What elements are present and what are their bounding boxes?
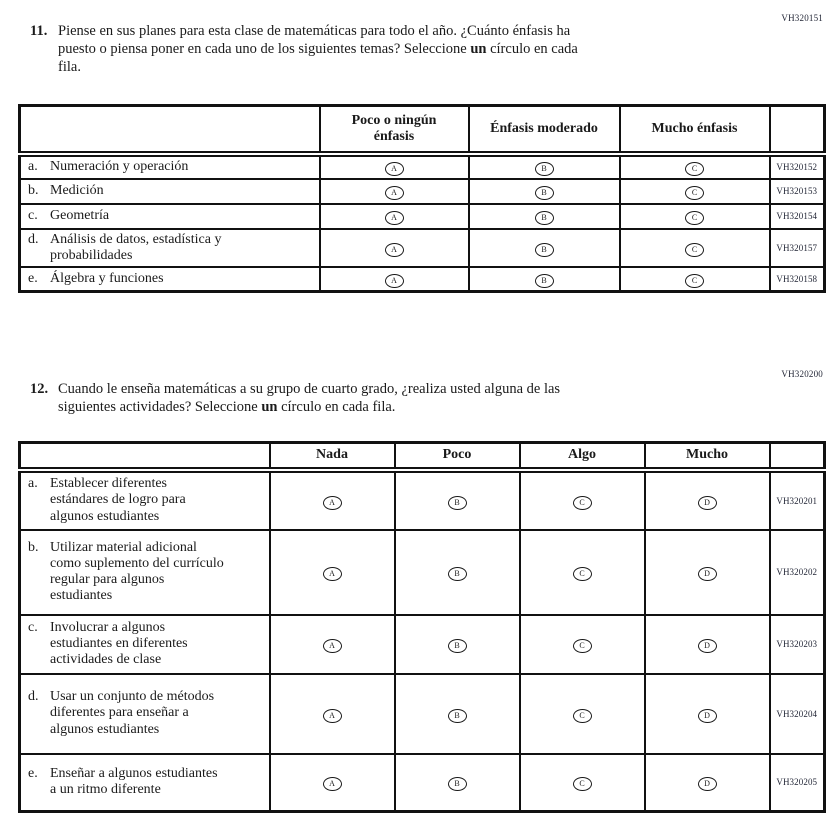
- table2-code-column-header: [770, 443, 825, 470]
- row-label: Álgebra y funciones: [50, 271, 164, 287]
- answer-bubble-c[interactable]: C: [685, 274, 704, 288]
- table2-column-header-2: Poco: [395, 443, 520, 470]
- table2-column-header-3: Algo: [520, 443, 645, 470]
- answer-bubble-a[interactable]: A: [323, 639, 342, 653]
- row-label: Geometría: [50, 207, 110, 223]
- row-code: VH320153: [770, 179, 825, 204]
- answer-bubble-c[interactable]: C: [573, 709, 592, 723]
- table1-empty-corner-cell: [20, 106, 320, 154]
- row-letter: e.: [28, 271, 38, 287]
- answer-bubble-d[interactable]: D: [698, 496, 717, 510]
- answer-bubble-b[interactable]: B: [535, 274, 554, 288]
- row-code: VH320157: [770, 229, 825, 267]
- row-letter: b.: [28, 182, 39, 198]
- table-row: [20, 674, 825, 754]
- table-row: [20, 204, 825, 229]
- row-code: VH320201: [770, 470, 825, 530]
- row-label: Enseñar a algunos estudiantes a un ritmo diferente: [50, 766, 218, 798]
- answer-bubble-a[interactable]: A: [385, 274, 404, 288]
- row-code: VH320158: [770, 267, 825, 292]
- question-12-text-seg1: Cuando le enseña matemáticas a su grupo de cuarto grado, ¿realiza usted alguna de las siguientes actividades? Seleccione: [58, 381, 561, 415]
- question-12-accession-code: VH320200: [781, 369, 823, 379]
- table1-code-column-header: [770, 106, 825, 154]
- row-label: Medición: [50, 182, 104, 198]
- question-12-text-seg2: círculo en cada fila.: [277, 399, 396, 415]
- row-label: Establecer diferentes estándares de logro para algunos estudiantes: [50, 476, 186, 524]
- row-letter: d.: [28, 689, 39, 705]
- table2-column-header-4: Mucho: [645, 443, 770, 470]
- question-11-accession-code: VH320151: [781, 13, 823, 23]
- question-11-bold-word: un: [470, 41, 487, 57]
- question-12: [30, 380, 593, 416]
- question-11-text-seg2: círculo en cada fila.: [58, 41, 578, 75]
- answer-bubble-c[interactable]: C: [685, 211, 704, 225]
- table-row: [20, 154, 825, 179]
- question-12-number: 12.: [30, 381, 49, 397]
- table2-column-header-1: Nada: [270, 443, 395, 470]
- row-letter: c.: [28, 207, 38, 223]
- answer-bubble-c[interactable]: C: [685, 162, 704, 176]
- question-11-text: [58, 22, 593, 76]
- table-row: [20, 615, 825, 674]
- question-12-bold-word: un: [261, 399, 278, 415]
- row-code: VH320205: [770, 754, 825, 812]
- row-letter: b.: [28, 539, 39, 555]
- row-code: VH320204: [770, 674, 825, 754]
- answer-bubble-a[interactable]: A: [385, 243, 404, 257]
- answer-bubble-b[interactable]: B: [448, 709, 467, 723]
- row-letter: a.: [28, 158, 38, 174]
- answer-bubble-b[interactable]: B: [448, 567, 467, 581]
- answer-bubble-d[interactable]: D: [698, 567, 717, 581]
- table2-empty-corner-cell: [20, 443, 270, 470]
- row-label: Involucrar a algunos estudiantes en diferentes actividades de clase: [50, 619, 188, 668]
- answer-bubble-b[interactable]: B: [535, 186, 554, 200]
- row-letter: d.: [28, 231, 39, 247]
- answer-bubble-b[interactable]: B: [535, 243, 554, 257]
- answer-bubble-d[interactable]: D: [698, 639, 717, 653]
- answer-bubble-d[interactable]: D: [698, 777, 717, 791]
- question-11-response-table: [18, 104, 826, 293]
- answer-bubble-a[interactable]: A: [385, 186, 404, 200]
- answer-bubble-b[interactable]: B: [535, 162, 554, 176]
- answer-bubble-b[interactable]: B: [448, 639, 467, 653]
- row-code: VH320154: [770, 204, 825, 229]
- answer-bubble-a[interactable]: A: [323, 567, 342, 581]
- table1-column-header-2: Énfasis moderado: [469, 106, 620, 154]
- answer-bubble-c[interactable]: C: [573, 777, 592, 791]
- row-letter: a.: [28, 476, 38, 492]
- answer-bubble-c[interactable]: C: [573, 567, 592, 581]
- answer-bubble-c[interactable]: C: [685, 186, 704, 200]
- answer-bubble-b[interactable]: B: [448, 777, 467, 791]
- table1-header-row: [20, 106, 825, 154]
- answer-bubble-a[interactable]: A: [323, 496, 342, 510]
- answer-bubble-a[interactable]: A: [323, 777, 342, 791]
- table1-column-header-1: Poco o ningún énfasis: [320, 106, 469, 154]
- table-row: [20, 267, 825, 292]
- question-12-text: [58, 380, 593, 416]
- row-label: Usar un conjunto de métodos diferentes para enseñar a algunos estudiantes: [50, 689, 215, 737]
- question-11-number: 11.: [30, 23, 48, 39]
- row-letter: c.: [28, 619, 38, 635]
- row-code: VH320203: [770, 615, 825, 674]
- table-row: [20, 229, 825, 267]
- answer-bubble-c[interactable]: C: [685, 243, 704, 257]
- row-label: Análisis de datos, estadística y probabilidades: [50, 231, 222, 263]
- row-label: Utilizar material adicional como suplemento del currículo regular para algunos estudiantes: [50, 539, 224, 604]
- answer-bubble-c[interactable]: C: [573, 639, 592, 653]
- row-code: VH320152: [770, 154, 825, 179]
- answer-bubble-a[interactable]: A: [323, 709, 342, 723]
- table1-column-header-3: Mucho énfasis: [620, 106, 770, 154]
- question-11-text-seg1: Piense en sus planes para esta clase de matemáticas para todo el año. ¿Cuánto énfasis ha puesto o piensa poner en cada uno de los siguientes temas? Seleccione: [58, 23, 571, 57]
- table-row: [20, 179, 825, 204]
- answer-bubble-a[interactable]: A: [385, 211, 404, 225]
- table-row: [20, 470, 825, 530]
- row-code: VH320202: [770, 530, 825, 615]
- row-label: Numeración y operación: [50, 158, 189, 174]
- question-11: [30, 22, 593, 76]
- answer-bubble-d[interactable]: D: [698, 709, 717, 723]
- answer-bubble-c[interactable]: C: [573, 496, 592, 510]
- row-letter: e.: [28, 766, 38, 782]
- question-12-response-table: [18, 441, 826, 813]
- table2-header-row: [20, 443, 825, 470]
- answer-bubble-a[interactable]: A: [385, 162, 404, 176]
- answer-bubble-b[interactable]: B: [535, 211, 554, 225]
- table-row: [20, 530, 825, 615]
- table-row: [20, 754, 825, 812]
- answer-bubble-b[interactable]: B: [448, 496, 467, 510]
